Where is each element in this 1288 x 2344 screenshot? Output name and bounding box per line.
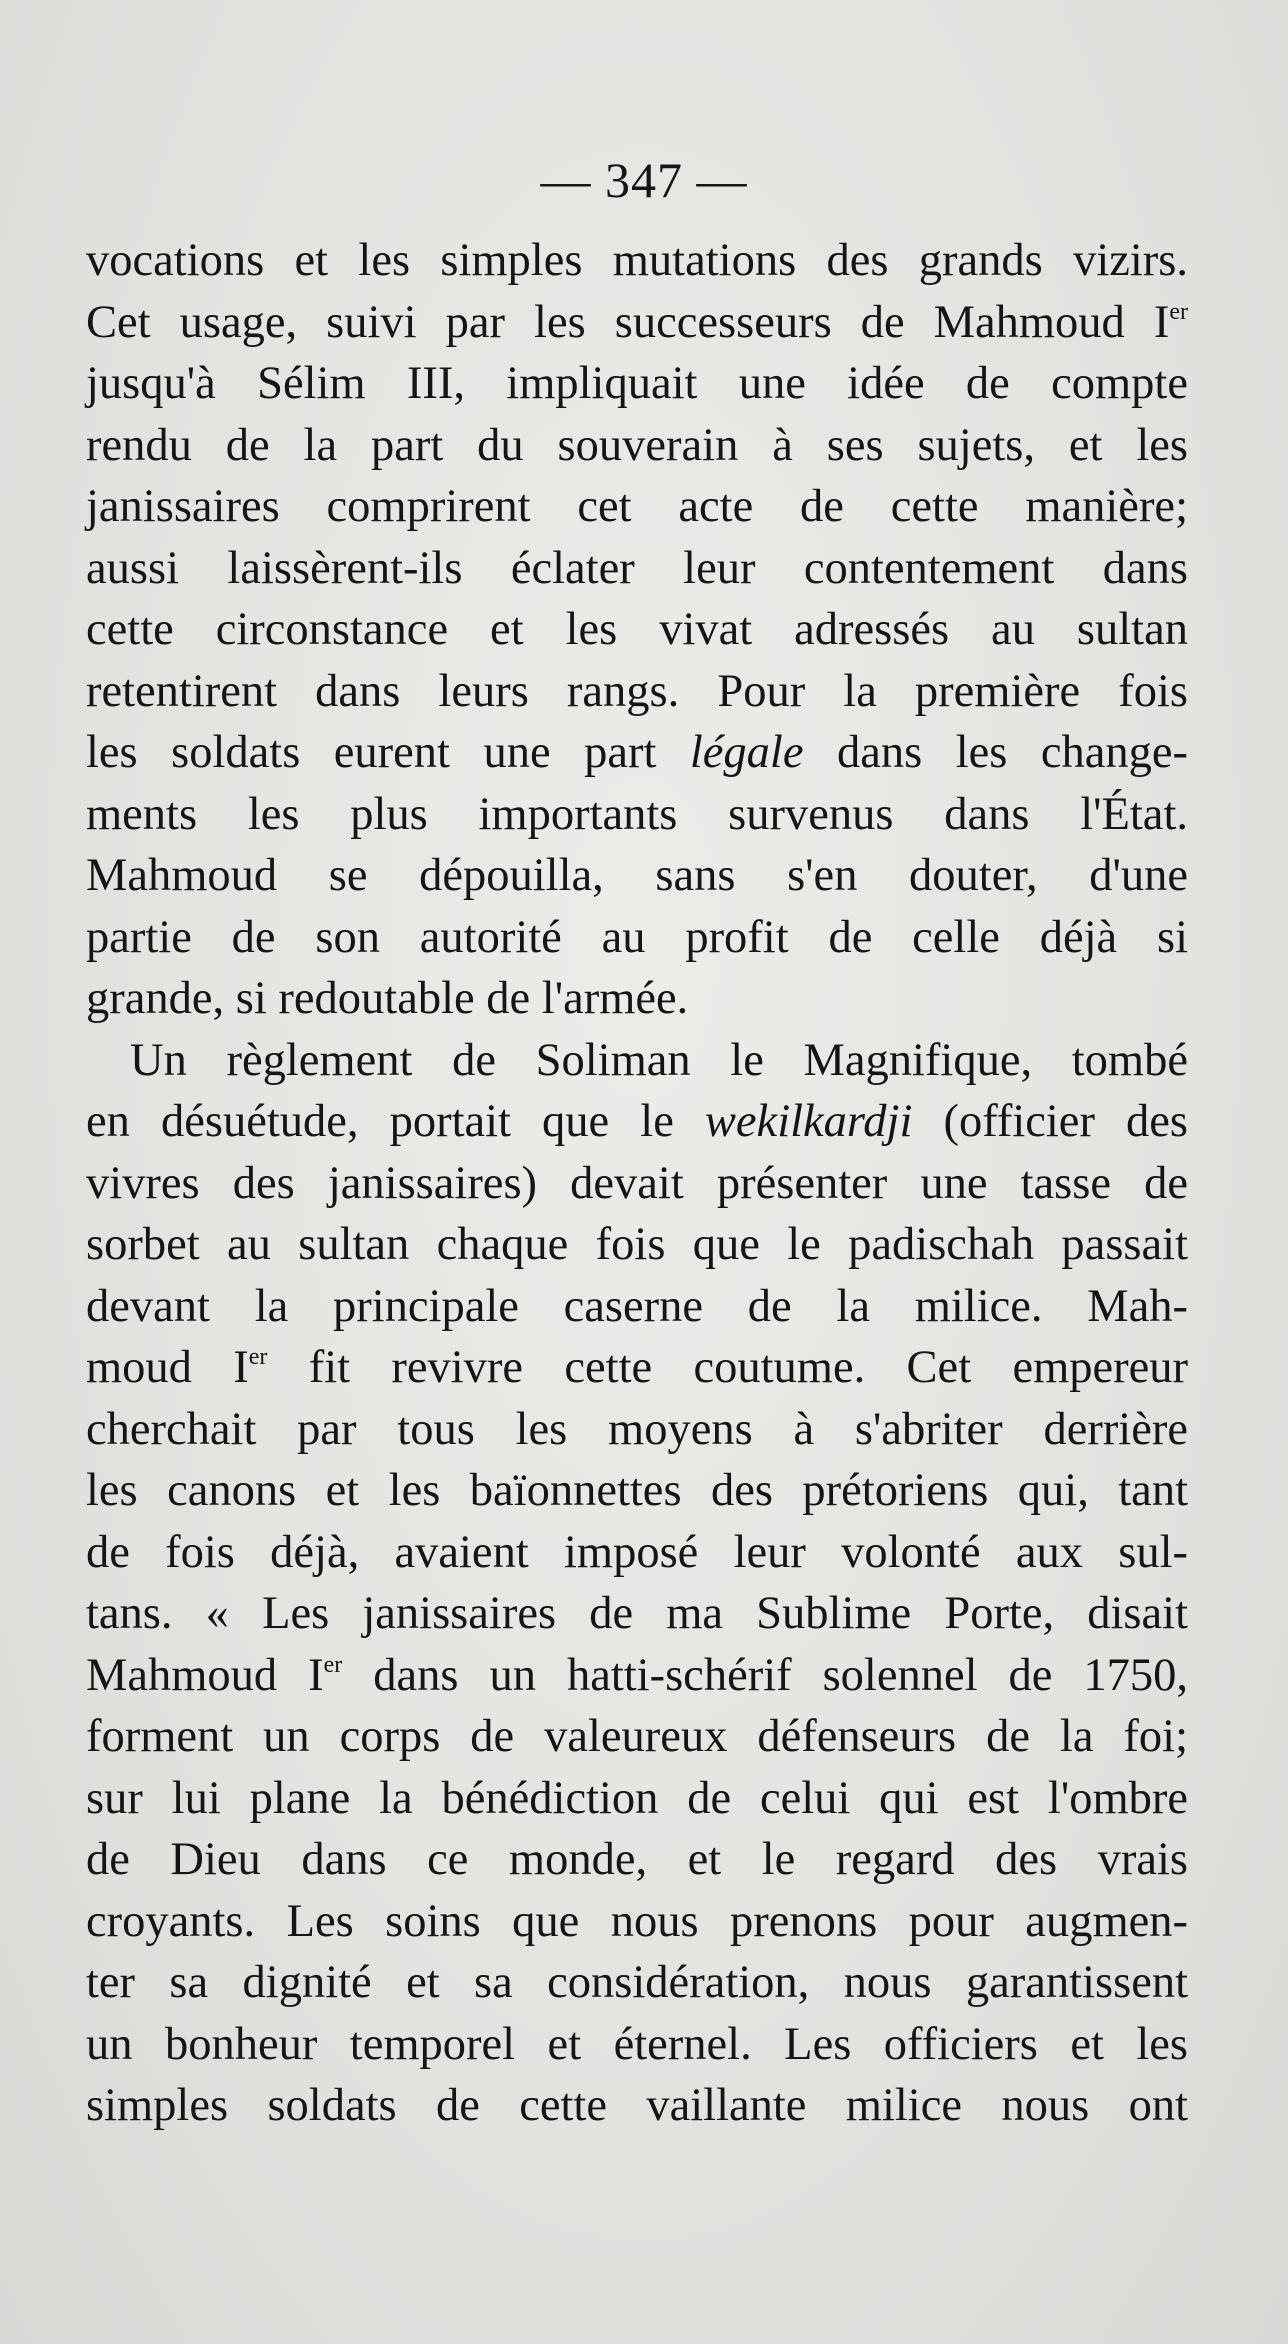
text-line: Mahmoud Ier dans un hatti-schérif solennel de 1750, [86,1649,1189,1701]
superscript: er [1169,298,1188,325]
text-line: ments les plus importants survenus dans l'État. [86,788,1188,840]
body-text [86,230,1188,2137]
text-line: un bonheur temporel et éternel. Les officiers et les [86,2018,1188,2070]
text-line: moud Ier fit revivre cette coutume. Cet empereur [86,1342,1189,1393]
text-line: vivres des janissaires) devait présenter une tasse de [86,1157,1188,1209]
superscript: er [248,1344,268,1370]
text-line: jusqu'à Sélim III, impliquait une idée de compte [86,358,1188,409]
text-line: tans. « Les janissaires de ma Sublime Porte, disait [86,1588,1188,1639]
page-number: — 347 — [540,152,748,208]
text-line: en désuétude, portait que le wekilkardji (officier des [86,1096,1188,1147]
text-line: ter sa dignité et sa considération, nous garantissent [86,1957,1188,2008]
text-line: simples soldats de cette vaillante milice nous ont [86,2080,1188,2131]
text-line: cherchait par tous les moyens à s'abriter derrière [86,1403,1188,1455]
text-line: rendu de la part du souverain à ses sujets, et les [86,419,1188,471]
text-line: sur lui plane la bénédiction de celui qui est l'ombre [86,1772,1188,1824]
text-line: devant la principale caserne de la milice. Mah- [86,1280,1188,1332]
text-line: Mahmoud se dépouilla, sans s'en douter, d'une [86,850,1188,901]
text-line: forment un corps de valeureux défenseurs de la foi; [86,1711,1188,1762]
text-line: aussi laissèrent-ils éclater leur contentement dans [86,542,1188,594]
text-line: croyants. Les soins que nous prenons pour augmen- [86,1895,1188,1947]
italic-term: wekilkardji [704,1096,913,1147]
text-line: cette circonstance et les vivat adressés au sultan [86,604,1188,655]
text-line: grande, si redoutable de l'armée. [86,973,689,1024]
text-line: Un règlement de Soliman le Magnifique, tombé [130,1034,1188,1086]
text-line: les canons et les baïonnettes des prétoriens qui, tant [86,1465,1188,1516]
text-line: Cet usage, suivi par les successeurs de Mahmoud Ier [86,296,1188,348]
superscript: er [323,1651,343,1678]
text-line: janissaires comprirent cet acte de cette manière; [86,481,1188,532]
italic-term: légale [689,727,804,778]
text-line: de Dieu dans ce monde, et le regard des vrais [86,1834,1188,1885]
text-line: vocations et les simples mutations des grands vizirs. [86,235,1188,286]
text-line: sorbet au sultan chaque fois que le padischah passait [86,1219,1188,1270]
text-line: retentirent dans leurs rangs. Pour la première fois [86,665,1188,717]
text-line: de fois déjà, avaient imposé leur volonté aux sul- [86,1526,1188,1578]
text-line: partie de son autorité au profit de celle déjà si [86,911,1188,963]
text-line: les soldats eurent une part légale dans les change- [86,727,1188,778]
